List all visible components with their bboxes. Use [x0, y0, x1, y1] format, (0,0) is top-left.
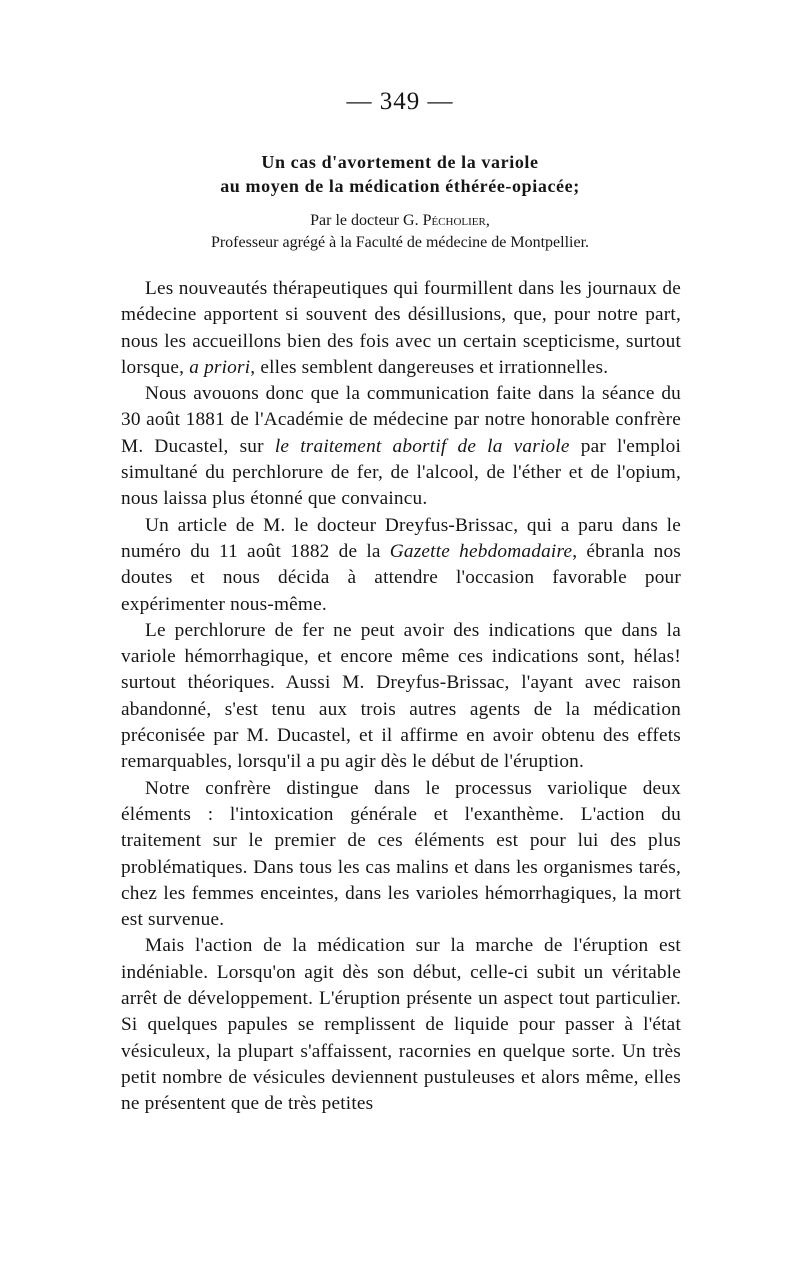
author-name: Pécholier,: [422, 212, 490, 229]
paragraph-text: Nous avouons donc que la communication faite dans la séance du 30 août 1881 de l'Académie de médecine par notre honorable confrère M. Ducastel, sur: [121, 383, 681, 457]
author-line: [0, 212, 800, 230]
paragraph-text: Les nouveautés thérapeutiques qui fourmillent dans les journaux de médecine apportent si souvent des désillusions, que, pour notre part, nous les accueillons bien des fois avec un certain scepticisme, surtout lorsque,: [121, 278, 681, 378]
paragraph-text: , ébranla nos doutes et nous décida à attendre l'occasion favorable pour expérimenter nous-même.: [121, 540, 681, 615]
paragraph-text: Mais l'action de la médication sur la marche de l'éruption est indéniable. Lorsqu'on agit dès son début, celle-ci subit un véritable arrêt de développement. L'éruption présente un aspect tout particulier. Si quelques papules se remplissent de liquide pour passer à l'état vésiculeux, la plupart s'affaissent, racornies en quelque sorte. Un très petit nombre de vésicules deviennent pustuleuses et alors même, elles ne présentent que de très petites: [121, 935, 681, 1115]
article-body: [121, 276, 681, 1118]
article-title-line-1: Un cas d'avortement de la variole: [261, 152, 539, 172]
paragraph-text: Un article de M. le docteur Dreyfus-Brissac, qui a paru dans le numéro du 11 août 1882 de la: [121, 514, 681, 562]
author-prefix: Par le docteur G.: [310, 212, 423, 229]
page-number: — 349 —: [346, 88, 454, 115]
paragraph-text: par l'emploi simultané du perchlorure de fer, de l'alcool, de l'éther et de l'opium, nous laissa plus étonné que convaincu.: [121, 435, 681, 510]
italic-phrase: le traitement abortif de la variole: [274, 435, 570, 457]
paragraph-3: [121, 513, 681, 618]
italic-phrase: a priori: [189, 356, 251, 378]
paragraph-text: , elles semblent dangereuses et irrationnelles.: [250, 356, 609, 378]
paragraph-text: Notre confrère distingue dans le processus variolique deux éléments : l'intoxication générale et l'exanthème. L'action du traitement sur le premier de ces éléments est pour lui des plus problématiques. Dans tous les cas malins et dans les organismes tarés, chez les femmes enceintes, dans les varioles hémorrhagiques, la mort est survenue.: [121, 777, 681, 931]
paragraph-6: [121, 933, 681, 1117]
paragraph-4: [121, 618, 681, 776]
author-affiliation: Professeur agrégé à la Faculté de médecine de Montpellier.: [210, 234, 590, 251]
paragraph-text: Le perchlorure de fer ne peut avoir des indications que dans la variole hémorrhagique, et encore même ces indications sont, hélas! surtout théoriques. Aussi M. Dreyfus-Brissac, l'ayant avec raison abandonné, s'est tenu aux trois autres agents de la médication préconisée par M. Ducastel, et il affirme en avoir obtenu des effets remarquables, lorsqu'il a pu agir dès le début de l'éruption.: [121, 619, 681, 773]
paragraph-2: [121, 381, 681, 512]
paragraph-1: [121, 276, 681, 381]
paragraph-5: [121, 776, 681, 934]
italic-phrase: Gazette hebdomadaire: [389, 540, 573, 562]
article-title-line-2: au moyen de la médication éthérée-opiacée;: [220, 176, 580, 196]
